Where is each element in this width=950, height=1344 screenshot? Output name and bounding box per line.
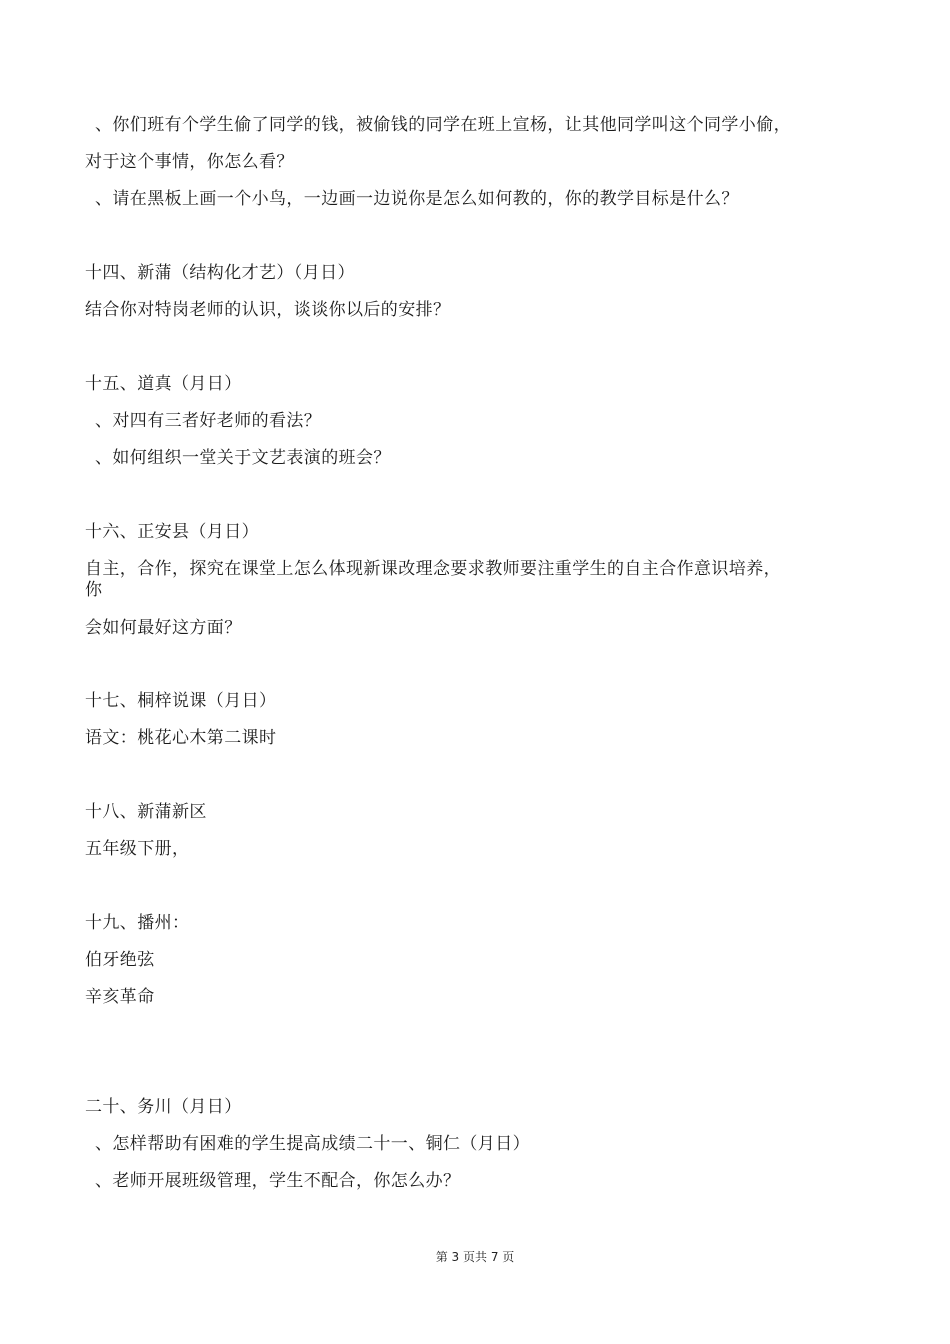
text-line: 结合你对特岗老师的认识，谈谈你以后的安排？	[85, 300, 451, 320]
text-line: 语文：桃花心木第二课时	[85, 728, 277, 748]
text-line: 、你们班有个学生偷了同学的钱，被偷钱的同学在班上宣杨，让其他同学叫这个同学小偷，	[95, 115, 791, 135]
section-heading: 十五、道真（月日）	[85, 374, 242, 394]
text-line: 、怎样帮助有困难的学生提高成绩二十一、铜仁（月日）	[95, 1134, 530, 1154]
section-heading: 十四、新蒲（结构化才艺）（月日）	[85, 263, 355, 283]
text-line: 、如何组织一堂关于文艺表演的班会？	[95, 448, 391, 468]
text-line: 、对四有三者好老师的看法？	[95, 411, 322, 431]
text-line: 、老师开展班级管理，学生不配合，你怎么办？	[95, 1171, 461, 1191]
text-line: 你	[85, 580, 103, 600]
page-footer: 第 3 页共 7 页	[435, 1250, 515, 1264]
section-heading: 十六、正安县（月日）	[85, 522, 259, 542]
section-heading: 二十、务川（月日）	[85, 1097, 242, 1117]
text-line: 对于这个事情，你怎么看？	[85, 152, 294, 172]
section-heading: 十七、桐梓说课（月日）	[85, 691, 277, 711]
text-line: 自主，合作，探究在课堂上怎么体现新课改理念要求教师要注重学生的自主合作意识培养，	[85, 559, 781, 579]
section-heading: 十八、新蒲新区	[85, 802, 207, 822]
text-line: 、请在黑板上画一个小鸟，一边画一边说你是怎么如何教的，你的教学目标是什么？	[95, 189, 739, 209]
text-line: 会如何最好这方面？	[85, 618, 242, 638]
text-line: 五年级下册，	[85, 839, 190, 859]
text-line: 辛亥革命	[85, 987, 155, 1007]
text-line: 伯牙绝弦	[85, 950, 155, 970]
section-heading: 十九、播州：	[85, 913, 190, 933]
